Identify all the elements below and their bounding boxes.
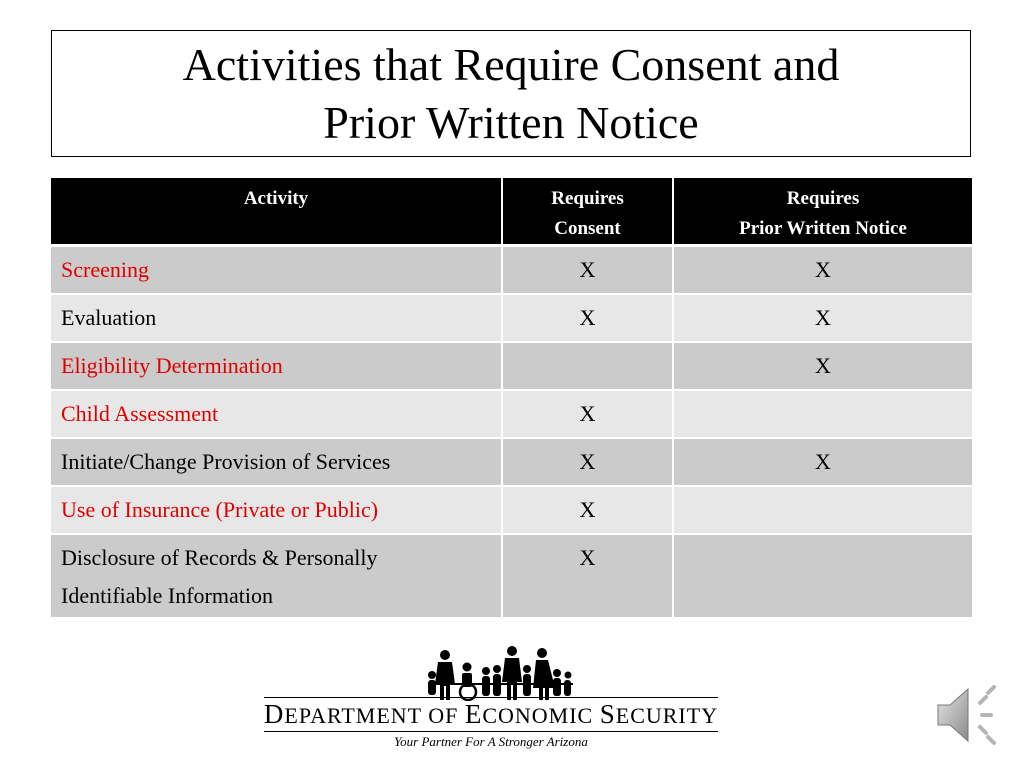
logo-tagline: Your Partner For A Stronger Arizona xyxy=(394,734,588,749)
table-row xyxy=(51,294,972,342)
header-consent-line-2: Consent xyxy=(554,218,621,239)
slide-title-line-1: Activities that Require Consent and xyxy=(182,38,840,90)
consent-cell: X xyxy=(502,294,673,342)
activity-cell: Use of Insurance (Private or Public) xyxy=(51,486,502,534)
consent-cell: X xyxy=(502,246,673,294)
header-notice-line-2: Prior Written Notice xyxy=(739,218,907,239)
consent-cell: X xyxy=(502,438,673,486)
des-logo xyxy=(262,645,720,755)
consent-cell: X xyxy=(502,486,673,534)
header-requires-consent xyxy=(502,178,673,246)
table-row xyxy=(51,438,972,486)
table-row xyxy=(51,342,972,390)
slide-title-line-2: Prior Written Notice xyxy=(323,96,699,148)
notice-cell: X xyxy=(673,294,972,342)
organization-name: DEPARTMENT OF ECONOMIC SECURITY xyxy=(263,699,719,729)
consent-cell xyxy=(502,342,673,390)
notice-cell: X xyxy=(673,342,972,390)
speaker-icon[interactable] xyxy=(934,683,1004,747)
activity-cell: Evaluation xyxy=(51,294,502,342)
table-row xyxy=(51,534,972,618)
header-notice-line-1: Requires xyxy=(786,188,860,209)
table-row xyxy=(51,486,972,534)
header-consent-line-1: Requires xyxy=(551,188,624,209)
notice-cell xyxy=(673,534,972,618)
activity-line-2: Identifiable Information xyxy=(61,582,273,608)
slide-title xyxy=(51,30,971,157)
activity-cell: Screening xyxy=(51,246,502,294)
table-row xyxy=(51,390,972,438)
header-requires-notice xyxy=(673,178,972,246)
header-activity: Activity xyxy=(51,178,502,246)
consent-cell: X xyxy=(502,390,673,438)
table-header-row xyxy=(51,178,972,246)
notice-cell: X xyxy=(673,438,972,486)
notice-cell xyxy=(673,390,972,438)
table-row xyxy=(51,246,972,294)
activity-cell xyxy=(51,534,502,618)
family-figures-icon xyxy=(262,645,720,701)
consent-notice-table xyxy=(51,178,972,619)
consent-cell: X xyxy=(502,534,673,618)
logo-top-rule xyxy=(264,697,718,698)
logo-bottom-rule xyxy=(264,731,718,732)
notice-cell xyxy=(673,486,972,534)
activity-line-1: Disclosure of Records & Personally xyxy=(61,544,378,570)
activity-cell: Initiate/Change Provision of Services xyxy=(51,438,502,486)
activity-cell: Eligibility Determination xyxy=(51,342,502,390)
activity-cell: Child Assessment xyxy=(51,390,502,438)
notice-cell: X xyxy=(673,246,972,294)
